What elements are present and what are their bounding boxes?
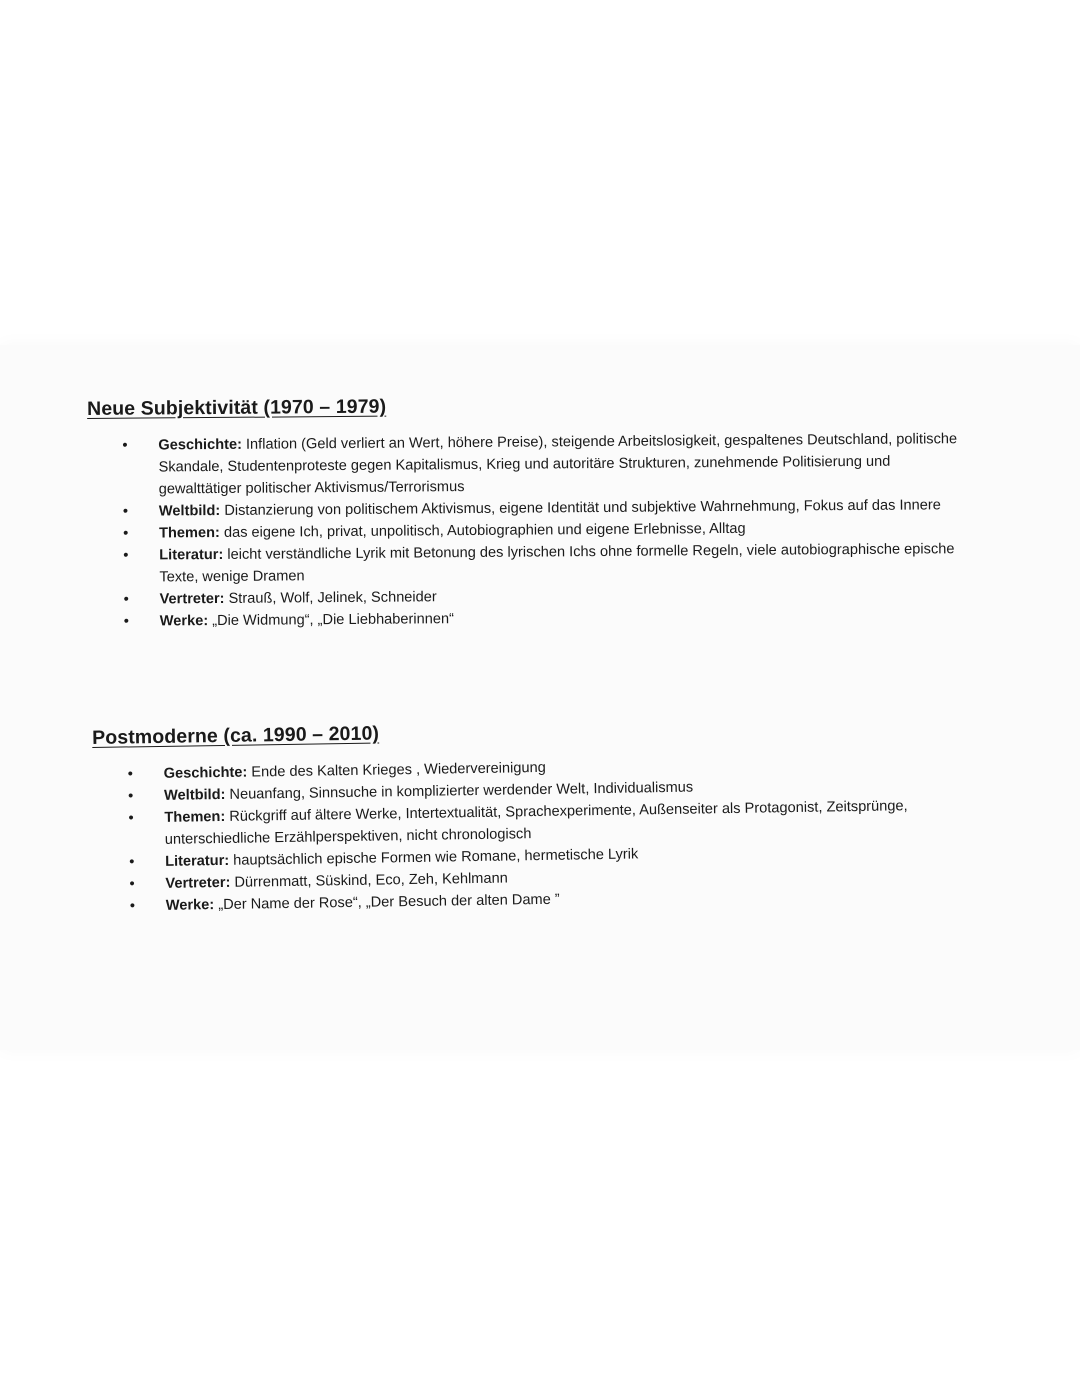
- bullet-icon: •: [122, 524, 129, 542]
- item-label: Geschichte:: [163, 764, 248, 782]
- item-text: Ende des Kalten Krieges , Wiedervereinigung: [247, 759, 546, 781]
- item-label: Geschichte:: [158, 436, 242, 454]
- item-text: leicht verständliche Lyrik mit Betonung des lyrischen Ichs ohne formelle Regeln, viele autobiographische epische Texte, wenige Dramen: [159, 541, 955, 586]
- bullet-list: [87, 428, 969, 633]
- list-item: [88, 538, 968, 589]
- bullet-icon: •: [128, 809, 134, 827]
- section-heading: Neue Subjektivität (1970 – 1979): [87, 395, 387, 420]
- item-text: Rückgriff auf ältere Werke, Intertextualität, Sprachexperimente, Außenseiter als Protagonist, Zeitsprünge, unterschiedliche Erzählperspektiven, nicht chronologisch: [164, 798, 908, 848]
- bullet-icon: •: [128, 853, 135, 871]
- item-text: Distanzierung von politischem Aktivismus, eigene Identität und subjektive Wahrnehmung, Fokus auf das Innere: [220, 497, 941, 519]
- item-text: Strauß, Wolf, Jelinek, Schneider: [224, 589, 437, 607]
- item-label: Themen:: [159, 524, 220, 542]
- bullet-icon: •: [127, 765, 134, 783]
- item-label: Weltbild:: [158, 502, 221, 520]
- item-label: Themen:: [164, 808, 226, 826]
- item-label: Weltbild:: [163, 786, 226, 804]
- item-label: Werke:: [159, 613, 209, 630]
- bullet-icon: •: [122, 502, 129, 520]
- bullet-icon: •: [123, 590, 129, 608]
- section-postmoderne: [92, 714, 915, 918]
- item-text: das eigene Ich, privat, unpolitisch, Autobiographien und eigene Erlebnisse, Alltag: [219, 520, 746, 541]
- item-text: „Die Widmung“, „Die Liebhaberinnen“: [208, 611, 454, 630]
- list-item: [87, 428, 967, 501]
- item-label: Vertreter:: [159, 590, 225, 608]
- item-text: Dürrenmatt, Süskind, Eco, Zeh, Kehlmann: [230, 870, 508, 891]
- item-text: Neuanfang, Sinnsuche in komplizierter werdender Welt, Individualismus: [225, 779, 694, 803]
- item-label: Werke:: [165, 897, 215, 914]
- section-neue-subjektivitaet: [87, 391, 969, 633]
- bullet-list: [93, 751, 915, 918]
- item-text: Inflation (Geld verliert an Wert, höhere Preise), steigende Arbeitslosigkeit, gespaltenes Deutschland, politische Skandale, Studentenproteste gegen Kapitalismus, Krieg und autoritäre Strukturen, zunehmende Politisierung und gewalttätiger politischer Aktivismus/Terrorismus: [158, 431, 958, 498]
- bullet-icon: •: [122, 436, 128, 454]
- item-label: Literatur:: [159, 546, 224, 564]
- item-text: „Der Name der Rose“, „Der Besuch der alten Dame ”: [214, 891, 560, 914]
- section-heading: Postmoderne (ca. 1990 – 2010): [92, 722, 380, 749]
- item-label: Vertreter:: [165, 874, 231, 892]
- bullet-icon: •: [129, 875, 135, 893]
- item-label: Literatur:: [165, 852, 230, 870]
- bullet-icon: •: [127, 787, 134, 805]
- bullet-icon: •: [123, 546, 129, 564]
- bullet-icon: •: [129, 897, 136, 915]
- bullet-icon: •: [123, 612, 130, 630]
- item-text: hauptsächlich epische Formen wie Romane, hermetische Lyrik: [229, 846, 639, 869]
